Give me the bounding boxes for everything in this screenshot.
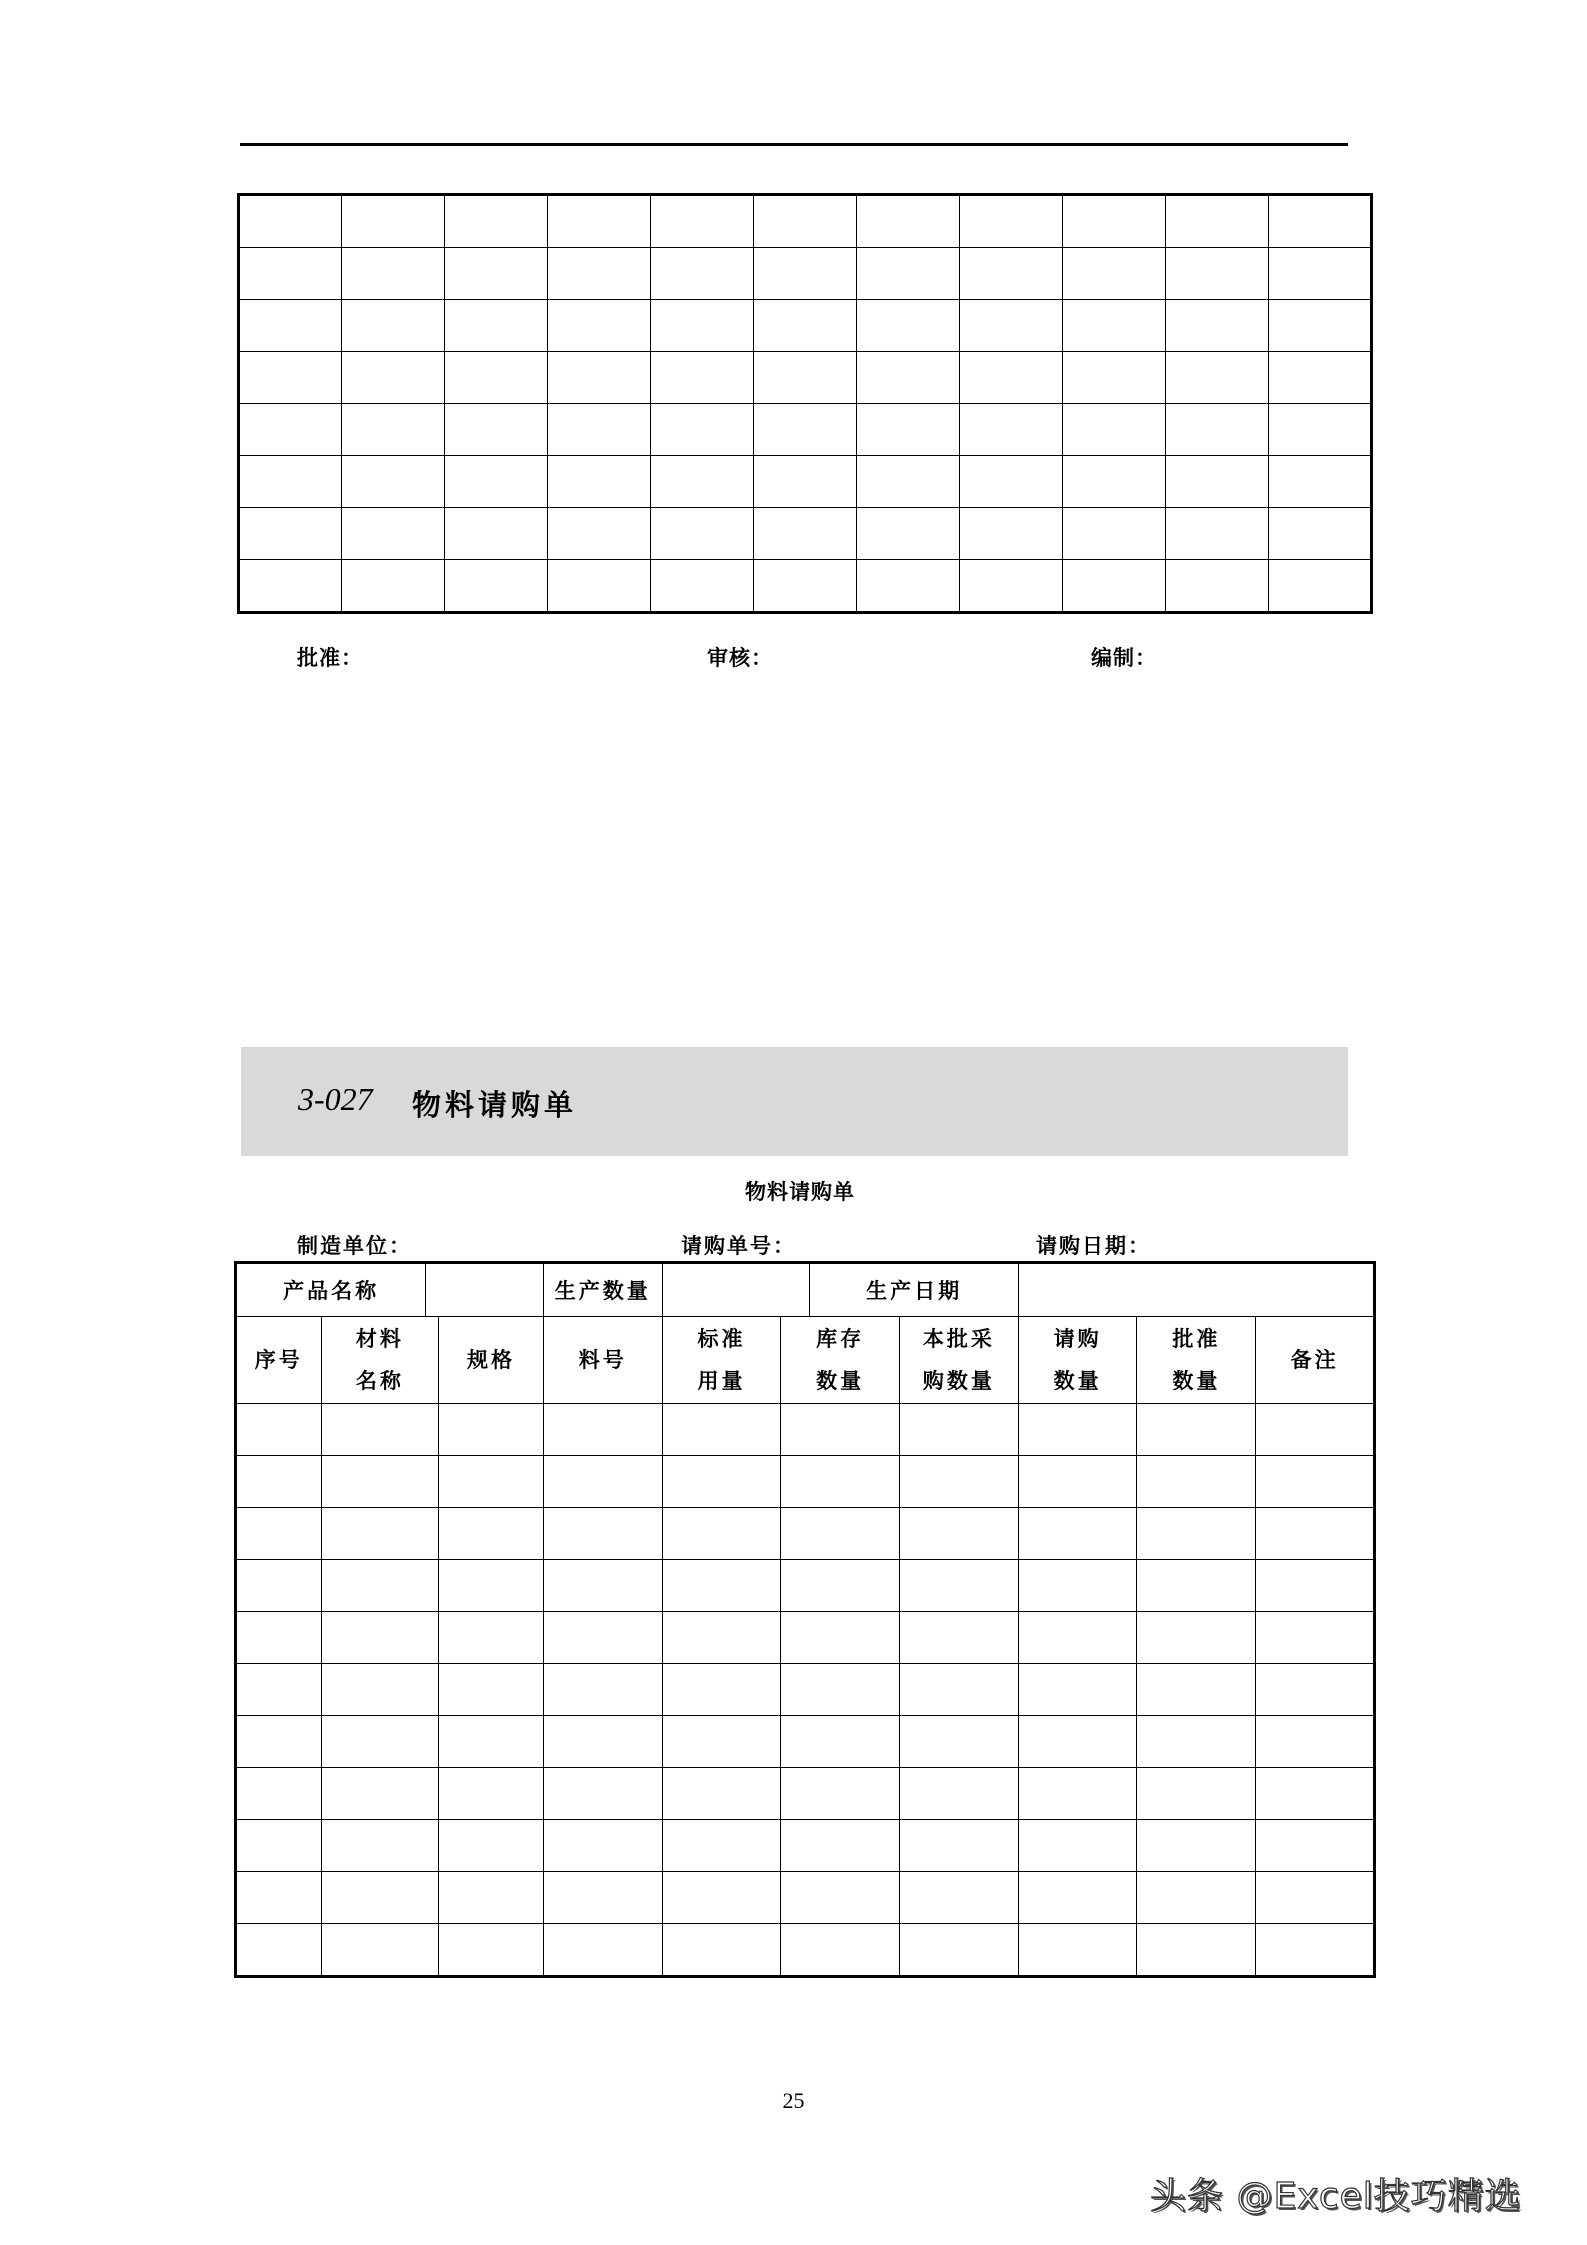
cell-batch-purchase-qty[interactable] [900, 1716, 1019, 1768]
cell-remarks[interactable] [1256, 1664, 1375, 1716]
cell-request-qty[interactable] [1018, 1768, 1137, 1820]
grid-cell[interactable] [445, 456, 548, 508]
cell-seq[interactable] [236, 1716, 322, 1768]
col-header-material-name: 材料 名称 [321, 1317, 439, 1404]
grid-cell[interactable] [342, 248, 445, 300]
grid-cell[interactable] [548, 560, 651, 613]
cell-request-qty[interactable] [1018, 1404, 1137, 1456]
grid-row [239, 456, 1372, 508]
grid-cell[interactable] [1269, 300, 1372, 352]
grid-cell[interactable] [342, 508, 445, 560]
grid-cell[interactable] [1166, 352, 1269, 404]
cell-material-name[interactable] [321, 1404, 439, 1456]
cell-spec[interactable] [439, 1768, 544, 1820]
cell-batch-purchase-qty[interactable] [900, 1924, 1019, 1977]
grid-cell[interactable] [1063, 352, 1166, 404]
cell-approved-qty[interactable] [1137, 1924, 1256, 1977]
requisition-date-label: 请购日期： [1036, 1234, 1151, 1258]
grid-cell[interactable] [239, 560, 342, 613]
cell-remarks[interactable] [1256, 1456, 1375, 1508]
grid-cell[interactable] [651, 195, 754, 248]
cell-part-number[interactable] [543, 1872, 662, 1924]
grid-cell[interactable] [1063, 560, 1166, 613]
grid-cell[interactable] [857, 248, 960, 300]
table-row [236, 1820, 1375, 1872]
cell-part-number[interactable] [543, 1404, 662, 1456]
cell-seq[interactable] [236, 1404, 322, 1456]
cell-stock-quantity[interactable] [781, 1820, 900, 1872]
cell-part-number[interactable] [543, 1768, 662, 1820]
cell-remarks[interactable] [1256, 1612, 1375, 1664]
grid-cell[interactable] [754, 456, 857, 508]
cell-seq[interactable] [236, 1664, 322, 1716]
grid-cell[interactable] [1166, 456, 1269, 508]
grid-cell[interactable] [960, 352, 1063, 404]
cell-spec[interactable] [439, 1872, 544, 1924]
grid-cell[interactable] [1063, 300, 1166, 352]
cell-approved-qty[interactable] [1137, 1716, 1256, 1768]
grid-cell[interactable] [960, 300, 1063, 352]
grid-cell[interactable] [342, 560, 445, 613]
cell-approved-qty[interactable] [1137, 1664, 1256, 1716]
grid-cell[interactable] [754, 248, 857, 300]
grid-cell[interactable] [960, 456, 1063, 508]
table-row [236, 1508, 1375, 1560]
cell-request-qty[interactable] [1018, 1612, 1137, 1664]
cell-seq[interactable] [236, 1508, 322, 1560]
cell-part-number[interactable] [543, 1612, 662, 1664]
cell-request-qty[interactable] [1018, 1716, 1137, 1768]
cell-approved-qty[interactable] [1137, 1508, 1256, 1560]
grid-cell[interactable] [239, 195, 342, 248]
cell-stock-quantity[interactable] [781, 1508, 900, 1560]
col-header-approved-qty: 批准 数量 [1137, 1317, 1256, 1404]
cell-remarks[interactable] [1256, 1404, 1375, 1456]
grid-cell[interactable] [445, 508, 548, 560]
col-header-remarks: 备注 [1256, 1317, 1375, 1404]
cell-request-qty[interactable] [1018, 1560, 1137, 1612]
cell-request-qty[interactable] [1018, 1508, 1137, 1560]
section-banner [241, 1047, 1348, 1156]
grid-cell[interactable] [1063, 456, 1166, 508]
grid-cell[interactable] [1166, 195, 1269, 248]
grid-cell[interactable] [960, 195, 1063, 248]
cell-spec[interactable] [439, 1456, 544, 1508]
cell-stock-quantity[interactable] [781, 1560, 900, 1612]
grid-cell[interactable] [1166, 508, 1269, 560]
grid-row [239, 508, 1372, 560]
grid-cell[interactable] [239, 248, 342, 300]
grid-cell[interactable] [754, 300, 857, 352]
cell-spec[interactable] [439, 1924, 544, 1977]
cell-seq[interactable] [236, 1560, 322, 1612]
grid-cell[interactable] [548, 248, 651, 300]
grid-cell[interactable] [548, 404, 651, 456]
grid-cell[interactable] [445, 300, 548, 352]
grid-row [239, 560, 1372, 613]
col-header-batch-purchase-qty: 本批采 购数量 [900, 1317, 1019, 1404]
grid-cell[interactable] [342, 404, 445, 456]
reviewed-by-label: 审核： [707, 646, 773, 670]
grid-cell[interactable] [857, 195, 960, 248]
grid-cell[interactable] [445, 560, 548, 613]
table-row [236, 1612, 1375, 1664]
cell-request-qty[interactable] [1018, 1456, 1137, 1508]
grid-cell[interactable] [1063, 404, 1166, 456]
cell-seq[interactable] [236, 1820, 322, 1872]
grid-cell[interactable] [857, 300, 960, 352]
production-date-field[interactable] [1018, 1263, 1374, 1317]
cell-material-name[interactable] [321, 1872, 439, 1924]
grid-row [239, 404, 1372, 456]
grid-cell[interactable] [754, 195, 857, 248]
blank-grid-table [237, 193, 1373, 614]
cell-material-name[interactable] [321, 1560, 439, 1612]
table-row [236, 1872, 1375, 1924]
cell-standard-usage[interactable] [662, 1768, 781, 1820]
column-header-row [236, 1317, 1375, 1404]
table-row [236, 1664, 1375, 1716]
grid-cell[interactable] [1166, 300, 1269, 352]
purchase-requisition-table [234, 1261, 1376, 1978]
grid-cell[interactable] [960, 560, 1063, 613]
grid-cell[interactable] [342, 300, 445, 352]
grid-cell[interactable] [754, 560, 857, 613]
grid-cell[interactable] [445, 404, 548, 456]
cell-batch-purchase-qty[interactable] [900, 1664, 1019, 1716]
grid-cell[interactable] [445, 352, 548, 404]
grid-cell[interactable] [342, 352, 445, 404]
grid-cell[interactable] [960, 404, 1063, 456]
grid-cell[interactable] [1063, 508, 1166, 560]
grid-cell[interactable] [342, 195, 445, 248]
cell-material-name[interactable] [321, 1508, 439, 1560]
cell-spec[interactable] [439, 1612, 544, 1664]
approved-by-label: 批准： [297, 646, 363, 670]
grid-cell[interactable] [754, 404, 857, 456]
grid-cell[interactable] [651, 248, 754, 300]
cell-standard-usage[interactable] [662, 1508, 781, 1560]
cell-approved-qty[interactable] [1137, 1404, 1256, 1456]
grid-row [239, 248, 1372, 300]
cell-request-qty[interactable] [1018, 1820, 1137, 1872]
grid-cell[interactable] [754, 508, 857, 560]
cell-part-number[interactable] [543, 1716, 662, 1768]
production-quantity-label: 生产数量 [543, 1263, 662, 1317]
grid-row [239, 352, 1372, 404]
grid-cell[interactable] [1063, 195, 1166, 248]
grid-cell[interactable] [239, 404, 342, 456]
table-row [236, 1768, 1375, 1820]
grid-cell[interactable] [239, 352, 342, 404]
cell-approved-qty[interactable] [1137, 1768, 1256, 1820]
cell-stock-quantity[interactable] [781, 1924, 900, 1977]
cell-request-qty[interactable] [1018, 1872, 1137, 1924]
cell-standard-usage[interactable] [662, 1924, 781, 1977]
grid-cell[interactable] [239, 456, 342, 508]
cell-stock-quantity[interactable] [781, 1664, 900, 1716]
grid-cell[interactable] [857, 352, 960, 404]
grid-cell[interactable] [857, 560, 960, 613]
cell-stock-quantity[interactable] [781, 1404, 900, 1456]
cell-spec[interactable] [439, 1716, 544, 1768]
col-header-standard-usage: 标准 用量 [662, 1317, 781, 1404]
grid-cell[interactable] [1269, 248, 1372, 300]
cell-spec[interactable] [439, 1508, 544, 1560]
grid-cell[interactable] [857, 456, 960, 508]
cell-standard-usage[interactable] [662, 1560, 781, 1612]
grid-cell[interactable] [651, 300, 754, 352]
section-title: 物料请购单 [412, 1088, 578, 1122]
grid-cell[interactable] [548, 508, 651, 560]
cell-remarks[interactable] [1256, 1560, 1375, 1612]
cell-remarks[interactable] [1256, 1768, 1375, 1820]
cell-request-qty[interactable] [1018, 1924, 1137, 1977]
cell-part-number[interactable] [543, 1820, 662, 1872]
form-title: 物料请购单 [745, 1180, 855, 1204]
grid-cell[interactable] [239, 508, 342, 560]
grid-row [239, 300, 1372, 352]
cell-part-number[interactable] [543, 1560, 662, 1612]
cell-standard-usage[interactable] [662, 1612, 781, 1664]
cell-batch-purchase-qty[interactable] [900, 1508, 1019, 1560]
grid-cell[interactable] [651, 456, 754, 508]
grid-cell[interactable] [960, 248, 1063, 300]
cell-stock-quantity[interactable] [781, 1716, 900, 1768]
cell-stock-quantity[interactable] [781, 1456, 900, 1508]
grid-cell[interactable] [1166, 560, 1269, 613]
cell-material-name[interactable] [321, 1924, 439, 1977]
page-number: 25 [782, 2088, 805, 2113]
requisition-number-label: 请购单号： [681, 1234, 796, 1258]
cell-remarks[interactable] [1256, 1508, 1375, 1560]
grid-cell[interactable] [548, 352, 651, 404]
col-header-part-number: 料号 [543, 1317, 662, 1404]
cell-spec[interactable] [439, 1560, 544, 1612]
cell-remarks[interactable] [1256, 1872, 1375, 1924]
grid-cell[interactable] [548, 456, 651, 508]
grid-cell[interactable] [651, 560, 754, 613]
cell-approved-qty[interactable] [1137, 1872, 1256, 1924]
product-name-field[interactable] [426, 1263, 544, 1317]
grid-cell[interactable] [960, 508, 1063, 560]
cell-remarks[interactable] [1256, 1820, 1375, 1872]
cell-seq[interactable] [236, 1924, 322, 1977]
cell-approved-qty[interactable] [1137, 1560, 1256, 1612]
cell-part-number[interactable] [543, 1924, 662, 1977]
cell-batch-purchase-qty[interactable] [900, 1872, 1019, 1924]
cell-batch-purchase-qty[interactable] [900, 1768, 1019, 1820]
grid-cell[interactable] [1166, 404, 1269, 456]
cell-request-qty[interactable] [1018, 1664, 1137, 1716]
cell-standard-usage[interactable] [662, 1456, 781, 1508]
grid-row [239, 195, 1372, 248]
grid-cell[interactable] [342, 456, 445, 508]
cell-stock-quantity[interactable] [781, 1612, 900, 1664]
cell-spec[interactable] [439, 1404, 544, 1456]
cell-spec[interactable] [439, 1820, 544, 1872]
prepared-by-label: 编制： [1091, 646, 1157, 670]
cell-part-number[interactable] [543, 1508, 662, 1560]
cell-seq[interactable] [236, 1612, 322, 1664]
product-name-label: 产品名称 [236, 1263, 426, 1317]
grid-cell[interactable] [548, 300, 651, 352]
production-quantity-field[interactable] [662, 1263, 810, 1317]
cell-seq[interactable] [236, 1768, 322, 1820]
cell-remarks[interactable] [1256, 1716, 1375, 1768]
cell-part-number[interactable] [543, 1664, 662, 1716]
grid-cell[interactable] [1269, 508, 1372, 560]
cell-material-name[interactable] [321, 1664, 439, 1716]
cell-material-name[interactable] [321, 1820, 439, 1872]
grid-cell[interactable] [1269, 195, 1372, 248]
cell-material-name[interactable] [321, 1768, 439, 1820]
cell-standard-usage[interactable] [662, 1404, 781, 1456]
product-info-row [236, 1263, 1375, 1317]
cell-approved-qty[interactable] [1137, 1820, 1256, 1872]
cell-seq[interactable] [236, 1456, 322, 1508]
table-row [236, 1404, 1375, 1456]
grid-cell[interactable] [445, 248, 548, 300]
col-header-request-qty: 请购 数量 [1018, 1317, 1137, 1404]
grid-cell[interactable] [1063, 248, 1166, 300]
cell-material-name[interactable] [321, 1612, 439, 1664]
manufacturing-unit-label: 制造单位： [297, 1234, 412, 1258]
cell-spec[interactable] [439, 1664, 544, 1716]
cell-stock-quantity[interactable] [781, 1768, 900, 1820]
cell-part-number[interactable] [543, 1456, 662, 1508]
grid-cell[interactable] [754, 352, 857, 404]
table-row [236, 1716, 1375, 1768]
production-date-label: 生产日期 [810, 1263, 1018, 1317]
grid-cell[interactable] [651, 508, 754, 560]
grid-cell[interactable] [651, 352, 754, 404]
cell-batch-purchase-qty[interactable] [900, 1612, 1019, 1664]
cell-batch-purchase-qty[interactable] [900, 1404, 1019, 1456]
col-header-seq: 序号 [236, 1317, 322, 1404]
grid-cell[interactable] [1269, 456, 1372, 508]
cell-batch-purchase-qty[interactable] [900, 1820, 1019, 1872]
watermark: 头条 @Excel技巧精选 [1150, 2176, 1522, 2217]
cell-material-name[interactable] [321, 1716, 439, 1768]
grid-cell[interactable] [1269, 404, 1372, 456]
section-code: 3-027 [298, 1081, 373, 1117]
grid-cell[interactable] [1166, 248, 1269, 300]
grid-cell[interactable] [857, 404, 960, 456]
grid-cell[interactable] [239, 300, 342, 352]
col-header-stock-quantity: 库存 数量 [781, 1317, 900, 1404]
cell-remarks[interactable] [1256, 1924, 1375, 1977]
grid-cell[interactable] [651, 404, 754, 456]
grid-cell[interactable] [1269, 560, 1372, 613]
cell-stock-quantity[interactable] [781, 1872, 900, 1924]
cell-standard-usage[interactable] [662, 1872, 781, 1924]
grid-cell[interactable] [445, 195, 548, 248]
header-rule [240, 143, 1348, 146]
cell-approved-qty[interactable] [1137, 1612, 1256, 1664]
cell-batch-purchase-qty[interactable] [900, 1560, 1019, 1612]
cell-standard-usage[interactable] [662, 1716, 781, 1768]
cell-batch-purchase-qty[interactable] [900, 1456, 1019, 1508]
grid-cell[interactable] [548, 195, 651, 248]
grid-cell[interactable] [1269, 352, 1372, 404]
cell-material-name[interactable] [321, 1456, 439, 1508]
grid-cell[interactable] [857, 508, 960, 560]
cell-standard-usage[interactable] [662, 1820, 781, 1872]
table-row [236, 1560, 1375, 1612]
col-header-spec: 规格 [439, 1317, 544, 1404]
cell-standard-usage[interactable] [662, 1664, 781, 1716]
table-row [236, 1456, 1375, 1508]
cell-seq[interactable] [236, 1872, 322, 1924]
table-row [236, 1924, 1375, 1977]
cell-approved-qty[interactable] [1137, 1456, 1256, 1508]
